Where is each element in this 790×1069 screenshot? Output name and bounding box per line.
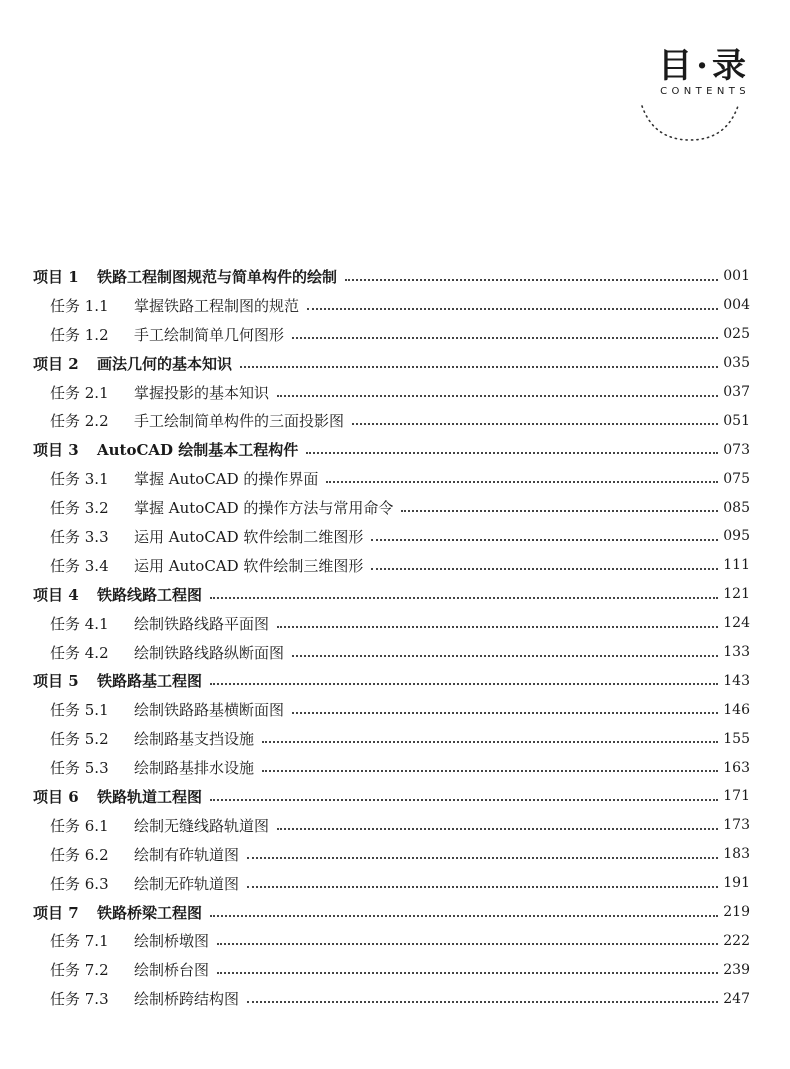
dotted-arc-decoration: [630, 100, 750, 148]
toc-dot-leader: [352, 422, 718, 425]
toc-entry-title: 绘制路基支挡设施: [134, 730, 255, 749]
toc-page-number: 035: [723, 355, 750, 372]
toc-entry-label: [50, 873, 239, 894]
toc-entry-number: 项目 3: [33, 441, 79, 460]
toc-entry-label: [33, 266, 337, 287]
toc-entry-title: 掌握铁路工程制图的规范: [134, 296, 300, 315]
toc-entry-title: 运用 AutoCAD 软件绘制二维图形: [134, 527, 364, 546]
toc-entry-title: 绘制有砟轨道图: [134, 845, 240, 864]
toc-project-row[interactable]: [33, 435, 750, 464]
toc-entry-title: 铁路路基工程图: [97, 672, 203, 691]
toc-entry-title: 铁路桥梁工程图: [97, 903, 203, 922]
toc-entry-title: 手工绘制简单几何图形: [134, 325, 285, 344]
toc-entry-title: 绘制桥墩图: [134, 932, 210, 951]
toc-page-number: 171: [723, 788, 750, 805]
toc-dot-leader: [292, 336, 718, 339]
toc-entry-number: 任务 5.2: [50, 730, 109, 749]
toc-dot-leader: [217, 971, 718, 974]
toc-dot-leader: [306, 451, 718, 454]
toc-entry-number: 任务 3.2: [50, 499, 109, 518]
toc-page-number: 222: [723, 932, 750, 949]
toc-entry-label: [50, 382, 269, 403]
toc-dot-leader: [292, 711, 718, 714]
toc-page-number: 133: [723, 644, 750, 661]
toc-entry-number: 项目 7: [33, 903, 79, 922]
toc-entry-title: 掌握 AutoCAD 的操作方法与常用命令: [134, 499, 394, 518]
toc-entry-label: [33, 670, 202, 691]
toc-task-row[interactable]: [33, 955, 750, 984]
toc-task-row[interactable]: [33, 926, 750, 955]
toc-page-number: 075: [723, 470, 750, 487]
toc-entry-label: [50, 815, 269, 836]
toc-task-row[interactable]: [33, 522, 750, 551]
toc-entry-label: [33, 902, 202, 923]
toc-page-number: 073: [723, 441, 750, 458]
toc-page-number: 143: [723, 672, 750, 689]
toc-dot-leader: [277, 394, 718, 397]
toc-entry-number: 项目 1: [33, 267, 79, 286]
toc-task-row[interactable]: [33, 724, 750, 753]
toc-entry-label: [50, 497, 393, 518]
toc-task-row[interactable]: [33, 406, 750, 435]
toc-dot-leader: [262, 769, 718, 772]
toc-task-row[interactable]: [33, 378, 750, 407]
toc-entry-number: 任务 6.3: [50, 874, 109, 893]
page-subtitle: CONTENTS: [660, 86, 750, 97]
toc-entry-label: [50, 988, 239, 1009]
toc-entry-number: 任务 7.3: [50, 990, 109, 1009]
toc-task-row[interactable]: [33, 840, 750, 869]
toc-page-number: 051: [723, 412, 750, 429]
toc-entry-label: [50, 959, 209, 980]
toc-entry-label: [33, 353, 232, 374]
toc-entry-number: 任务 6.2: [50, 845, 109, 864]
table-of-contents: [33, 262, 750, 1013]
toc-task-row[interactable]: [33, 493, 750, 522]
toc-entry-label: [50, 410, 344, 431]
toc-entry-title: 铁路线路工程图: [97, 585, 203, 604]
toc-entry-title: 掌握 AutoCAD 的操作界面: [134, 470, 319, 489]
toc-page-number: 183: [723, 846, 750, 863]
toc-project-row[interactable]: [33, 782, 750, 811]
toc-entry-title: 绘制无砟轨道图: [134, 874, 240, 893]
toc-dot-leader: [307, 307, 718, 310]
toc-task-row[interactable]: [33, 695, 750, 724]
toc-dot-leader: [345, 278, 718, 281]
toc-page-number: 219: [723, 904, 750, 921]
toc-entry-number: 项目 6: [33, 787, 79, 806]
toc-entry-label: [50, 613, 269, 634]
toc-dot-leader: [401, 509, 718, 512]
toc-entry-title: 绘制桥台图: [134, 961, 210, 980]
page-title: 目·录: [658, 46, 750, 86]
toc-entry-number: 任务 5.1: [50, 701, 109, 720]
toc-page-number: 191: [723, 875, 750, 892]
toc-entry-label: [33, 439, 298, 460]
toc-entry-title: 绘制路基排水设施: [134, 759, 255, 778]
toc-task-row[interactable]: [33, 291, 750, 320]
toc-dot-leader: [240, 365, 718, 368]
toc-entry-title: 绘制桥跨结构图: [134, 990, 240, 1009]
toc-dot-leader: [210, 914, 718, 917]
toc-page-number: 037: [723, 384, 750, 400]
toc-dot-leader: [247, 1000, 718, 1003]
toc-page-number: 085: [723, 499, 750, 516]
toc-project-row[interactable]: [33, 666, 750, 695]
toc-page-number: 121: [723, 586, 750, 603]
toc-dot-leader: [210, 682, 718, 685]
toc-entry-number: 任务 7.1: [50, 932, 109, 951]
toc-project-row[interactable]: [33, 580, 750, 609]
toc-dot-leader: [371, 538, 718, 541]
toc-dot-leader: [247, 885, 718, 888]
toc-entry-number: 任务 1.1: [50, 296, 109, 315]
toc-task-row[interactable]: [33, 609, 750, 638]
toc-entry-number: 项目 5: [33, 672, 79, 691]
toc-entry-title: 画法几何的基本知识: [97, 354, 233, 373]
contents-header: [630, 38, 750, 148]
toc-task-row[interactable]: [33, 638, 750, 667]
toc-task-row[interactable]: [33, 551, 750, 580]
toc-page-number: 239: [723, 961, 750, 978]
toc-entry-title: 掌握投影的基本知识: [134, 383, 270, 402]
toc-entry-title: 绘制无缝线路轨道图: [134, 816, 270, 835]
toc-entry-title: 铁路工程制图规范与简单构件的绘制: [97, 267, 338, 286]
toc-project-row[interactable]: [33, 349, 750, 378]
toc-entry-number: 任务 3.4: [50, 556, 109, 575]
toc-task-row[interactable]: [33, 984, 750, 1013]
toc-entry-label: [50, 728, 254, 749]
toc-page-number: 124: [723, 615, 750, 632]
toc-project-row[interactable]: [33, 262, 750, 291]
toc-dot-leader: [326, 480, 718, 483]
toc-entry-title: 运用 AutoCAD 软件绘制三维图形: [134, 556, 364, 575]
toc-page-number: 025: [723, 326, 750, 343]
toc-entry-label: [50, 757, 254, 778]
toc-page-number: 173: [723, 817, 750, 834]
toc-entry-title: AutoCAD 绘制基本工程构件: [97, 441, 299, 460]
toc-entry-label: [50, 324, 284, 345]
toc-page-number: 001: [723, 268, 750, 285]
toc-page-number: 155: [723, 730, 750, 747]
toc-entry-label: [50, 699, 284, 720]
toc-entry-number: 任务 2.1: [50, 383, 109, 402]
toc-page-number: 095: [723, 528, 750, 545]
toc-entry-label: [50, 555, 363, 576]
toc-page-number: 146: [723, 701, 750, 718]
toc-dot-leader: [262, 740, 718, 743]
toc-entry-number: 任务 1.2: [50, 325, 109, 344]
toc-entry-number: 任务 5.3: [50, 759, 109, 778]
toc-entry-label: [50, 526, 363, 547]
toc-entry-title: 手工绘制简单构件的三面投影图: [134, 412, 345, 431]
toc-task-row[interactable]: [33, 464, 750, 493]
toc-page-number: 004: [723, 297, 750, 314]
toc-dot-leader: [217, 942, 718, 945]
toc-entry-title: 铁路轨道工程图: [97, 787, 203, 806]
toc-entry-label: [50, 295, 299, 316]
toc-entry-label: [50, 468, 318, 489]
toc-entry-number: 任务 3.3: [50, 527, 109, 546]
toc-entry-title: 绘制铁路线路纵断面图: [134, 643, 285, 662]
toc-dot-leader: [292, 654, 718, 657]
toc-entry-number: 任务 4.2: [50, 643, 109, 662]
toc-project-row[interactable]: [33, 898, 750, 927]
toc-page-number: 111: [723, 557, 750, 574]
toc-entry-label: [50, 844, 239, 865]
toc-entry-label: [50, 930, 209, 951]
toc-entry-title: 绘制铁路线路平面图: [134, 614, 270, 633]
toc-entry-label: [33, 584, 202, 605]
toc-page-number: 247: [723, 990, 750, 1007]
toc-dot-leader: [210, 798, 718, 801]
toc-task-row[interactable]: [33, 320, 750, 349]
toc-page-number: 163: [723, 759, 750, 776]
toc-entry-number: 任务 7.2: [50, 961, 109, 980]
toc-entry-title: 绘制铁路路基横断面图: [134, 701, 285, 720]
toc-entry-number: 任务 4.1: [50, 614, 109, 633]
toc-entry-label: [50, 642, 284, 663]
toc-task-row[interactable]: [33, 811, 750, 840]
toc-task-row[interactable]: [33, 869, 750, 898]
toc-dot-leader: [210, 596, 718, 599]
toc-entry-label: [33, 786, 202, 807]
toc-dot-leader: [247, 856, 718, 859]
toc-entry-number: 项目 2: [33, 354, 79, 373]
toc-entry-number: 任务 6.1: [50, 816, 109, 835]
toc-entry-number: 任务 2.2: [50, 412, 109, 431]
toc-entry-number: 任务 3.1: [50, 470, 109, 489]
toc-dot-leader: [277, 625, 718, 628]
toc-dot-leader: [277, 827, 718, 830]
toc-dot-leader: [371, 567, 718, 570]
toc-task-row[interactable]: [33, 753, 750, 782]
toc-entry-number: 项目 4: [33, 585, 79, 604]
